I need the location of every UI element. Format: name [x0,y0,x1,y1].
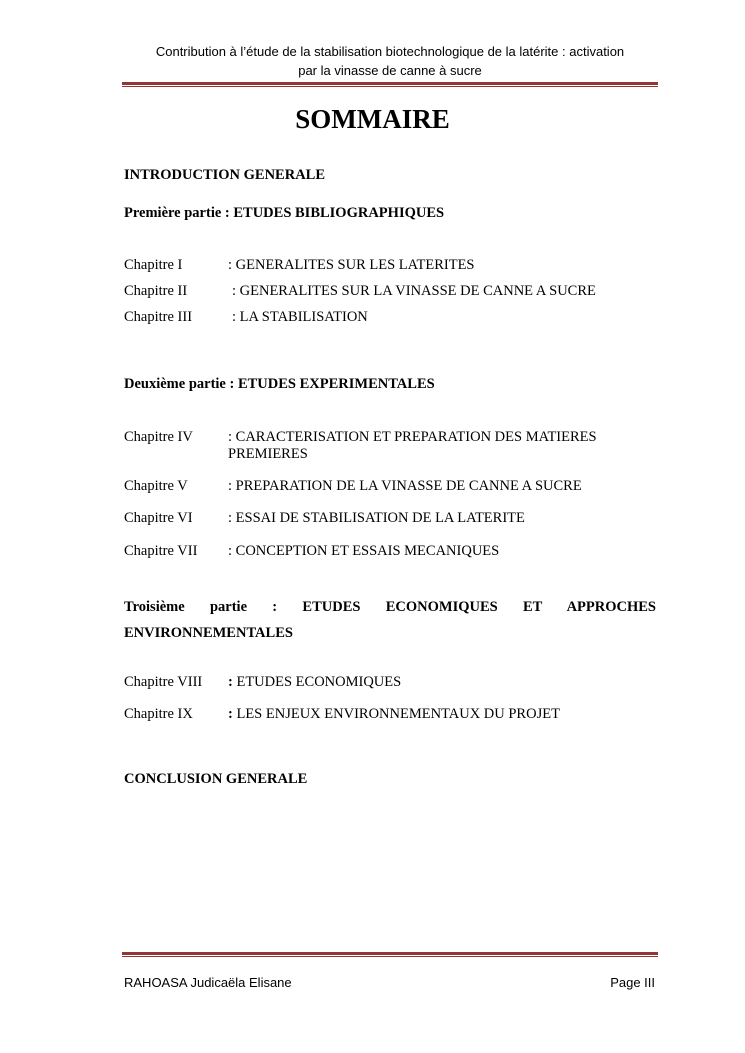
chapter-title: : ETUDES ECONOMIQUES [228,674,402,690]
chapter-name: Chapitre VIII [124,674,203,690]
conclusion-heading: CONCLUSION GENERALE [124,771,308,787]
chapter-title: : CONCEPTION ET ESSAIS MECANIQUES [228,543,500,559]
chapter-title: : LA STABILISATION [232,309,368,325]
header-line-1: Contribution à l’étude de la stabilisation biotechnologique de la latérite : activation [155,44,625,59]
part1-heading: Première partie : ETUDES BIBLIOGRAPHIQUES [124,205,445,221]
footer-rule [122,952,658,957]
chapter-name: Chapitre VI [124,510,193,526]
header-rule [122,82,658,87]
chapter-title: : CARACTERISATION ET PREPARATION DES MATIERES PREMIERES [228,429,597,462]
chapter-name: Chapitre VII [124,543,198,559]
page-title: SOMMAIRE [295,104,450,134]
chapter-name: Chapitre III [124,309,193,325]
introduction-heading: INTRODUCTION GENERALE [124,167,326,183]
part2-heading: Deuxième partie : ETUDES EXPERIMENTALES [124,376,435,392]
chapter-title: : LES ENJEUX ENVIRONNEMENTAUX DU PROJET [228,706,560,722]
chapter-name: Chapitre I [124,257,183,273]
chapter-title: : GENERALITES SUR LA VINASSE DE CANNE A SUCRE [232,283,596,299]
chapter-title: : ESSAI DE STABILISATION DE LA LATERITE [228,510,525,526]
chapter-title: : GENERALITES SUR LES LATERITES [228,257,475,273]
chapter-name: Chapitre II [124,283,188,299]
chapter-name: Chapitre V [124,478,188,494]
page-number: Page III [610,975,655,990]
running-header [122,42,658,80]
chapter-name: Chapitre IV [124,429,193,445]
chapter-title: : PREPARATION DE LA VINASSE DE CANNE A SUCRE [228,478,582,494]
header-line-2: par la vinasse de canne à sucre [298,63,482,78]
part3-heading: Troisième partie : ETUDES ECONOMIQUES ET APPROCHES ENVIRONNEMENTALES [124,599,656,641]
chapter-name: Chapitre IX [124,706,193,722]
footer-author: RAHOASA Judicaëla Elisane [124,975,292,990]
